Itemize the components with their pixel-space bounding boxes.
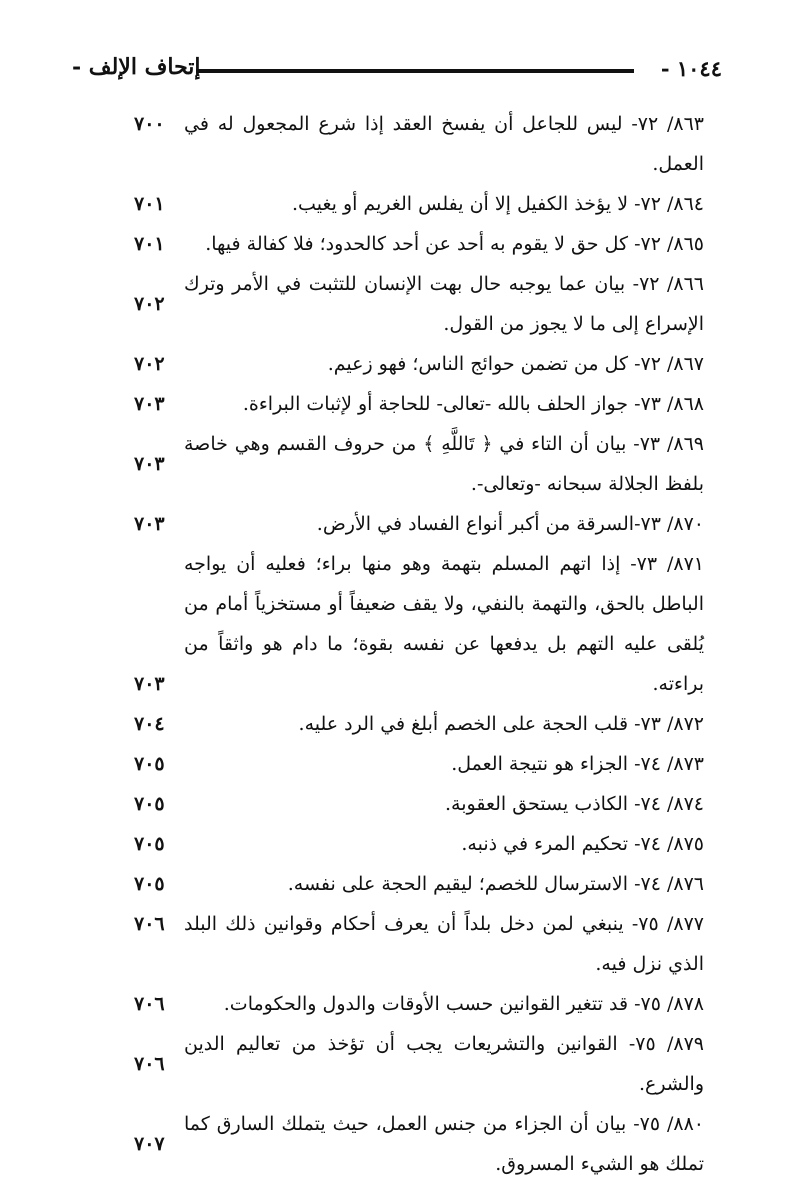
entry-text: ٨٧١/ ٧٣- إذا اتهم المسلم بتهمة وهو منها براء؛ فعليه أن يواجه الباطل بالحق، والتهمة بالنفي، ولا يقف ضعيفاً أو مستخزياً أمام من يُلقى عليه التهم بل يدفعها عن نفسه بقوة؛ ما دام هو واثقاً من براءته. [184, 553, 704, 695]
index-entry [72, 824, 722, 864]
entry-page-number: ٧٠٢ [134, 293, 165, 315]
index-entry [72, 264, 722, 344]
entry-text: ٨٦٣/ ٧٢- ليس للجاعل أن يفسخ العقد إذا شرع المجعول له في العمل. [184, 113, 704, 175]
entry-text: ٨٧٢/ ٧٣- قلب الحجة على الخصم أبلغ في الرد عليه. [298, 713, 704, 735]
entry-page-number: ٧٠١ [134, 193, 165, 215]
entry-page-number: ٧٠٣ [134, 513, 165, 535]
entry-page-number: ٧٠٥ [134, 793, 165, 815]
index-entry [72, 104, 722, 184]
index-entry [72, 184, 722, 224]
entry-page-number: ٧٠٣ [134, 393, 165, 415]
entry-text: ٨٦٧/ ٧٢- كل من تضمن حوائج الناس؛ فهو زعيم. [327, 353, 704, 375]
entry-text: ٨٦٦/ ٧٢- بيان عما يوجبه حال بهت الإنسان للتثبت في الأمر وترك الإسراع إلى ما لا يجوز من القول. [184, 273, 704, 335]
index-entry [72, 864, 722, 904]
index-entry [72, 544, 722, 704]
entry-page-number: ٧٠١ [134, 233, 165, 255]
index-entry [72, 384, 722, 424]
entry-text: ٨٦٤/ ٧٢- لا يؤخذ الكفيل إلا أن يفلس الغريم أو يغيب. [292, 193, 704, 215]
entry-text: ٨٧٠/ ٧٣-السرقة من أكبر أنواع الفساد في الأرض. [316, 513, 704, 535]
entry-page-number: ٧٠٠ [134, 113, 165, 135]
index-entry [72, 1104, 722, 1184]
entry-text: ٨٧٩/ ٧٥- القوانين والتشريعات يجب أن تؤخذ من تعاليم الدين والشرع. [184, 1033, 704, 1095]
entry-page-number: ٧٠٣ [134, 453, 165, 475]
entry-page-number: ٧٠٥ [134, 873, 165, 895]
entry-text: ٨٧٦/ ٧٤- الاسترسال للخصم؛ ليقيم الحجة على نفسه. [287, 873, 704, 895]
entry-page-number: ٧٠٣ [134, 673, 165, 695]
index-entry [72, 344, 722, 384]
entry-text: ٨٨٠/ ٧٥- بيان أن الجزاء من جنس العمل، حيث يتملك السارق كما تملك هو الشيء المسروق. [184, 1113, 704, 1175]
index-entry [72, 1024, 722, 1104]
entry-page-number: ٧٠٥ [134, 753, 165, 775]
entry-text: ٨٦٥/ ٧٢- كل حق لا يقوم به أحد عن أحد كالحدود؛ فلا كفالة فيها. [205, 233, 704, 255]
index-entry [72, 984, 722, 1024]
entry-text: ٨٦٨/ ٧٣- جواز الحلف بالله -تعالى- للحاجة أو لإثبات البراءة. [242, 393, 704, 415]
running-header [72, 52, 722, 88]
index-entry [72, 704, 722, 744]
book-title: إتحاف الإلف - [72, 54, 201, 80]
entry-text: ٨٧٤/ ٧٤- الكاذب يستحق العقوبة. [445, 793, 704, 815]
index-entry [72, 504, 722, 544]
index-entry [72, 744, 722, 784]
entry-text: ٨٧٨/ ٧٥- قد تتغير القوانين حسب الأوقات والدول والحكومات. [223, 993, 704, 1015]
index-entry [72, 784, 722, 824]
entry-text: ٨٧٥/ ٧٤- تحكيم المرء في ذنبه. [461, 833, 704, 855]
header-rule [196, 69, 634, 73]
entry-page-number: ٧٠٦ [134, 913, 165, 935]
index-entry [72, 904, 722, 984]
page-number: ١٠٤٤ - [660, 56, 722, 81]
entry-page-number: ٧٠٤ [134, 713, 165, 735]
entry-text: ٨٦٩/ ٧٣- بيان أن التاء في ﴿ تَاللَّهِ ﴾ من حروف القسم وهي خاصة بلفظ الجلالة سبحانه -وتعالى-. [184, 433, 704, 495]
entry-page-number: ٧٠٧ [134, 1133, 165, 1155]
entry-page-number: ٧٠٦ [134, 1053, 165, 1075]
entry-page-number: ٧٠٥ [134, 833, 165, 855]
entry-page-number: ٧٠٢ [134, 353, 165, 375]
entry-page-number: ٧٠٦ [134, 993, 165, 1015]
entry-text: ٨٧٣/ ٧٤- الجزاء هو نتيجة العمل. [451, 753, 704, 775]
entry-text: ٨٧٧/ ٧٥- ينبغي لمن دخل بلداً أن يعرف أحكام وقوانين ذلك البلد الذي نزل فيه. [184, 913, 704, 975]
index-entry [72, 424, 722, 504]
index-entries [72, 104, 722, 1184]
index-entry [72, 224, 722, 264]
